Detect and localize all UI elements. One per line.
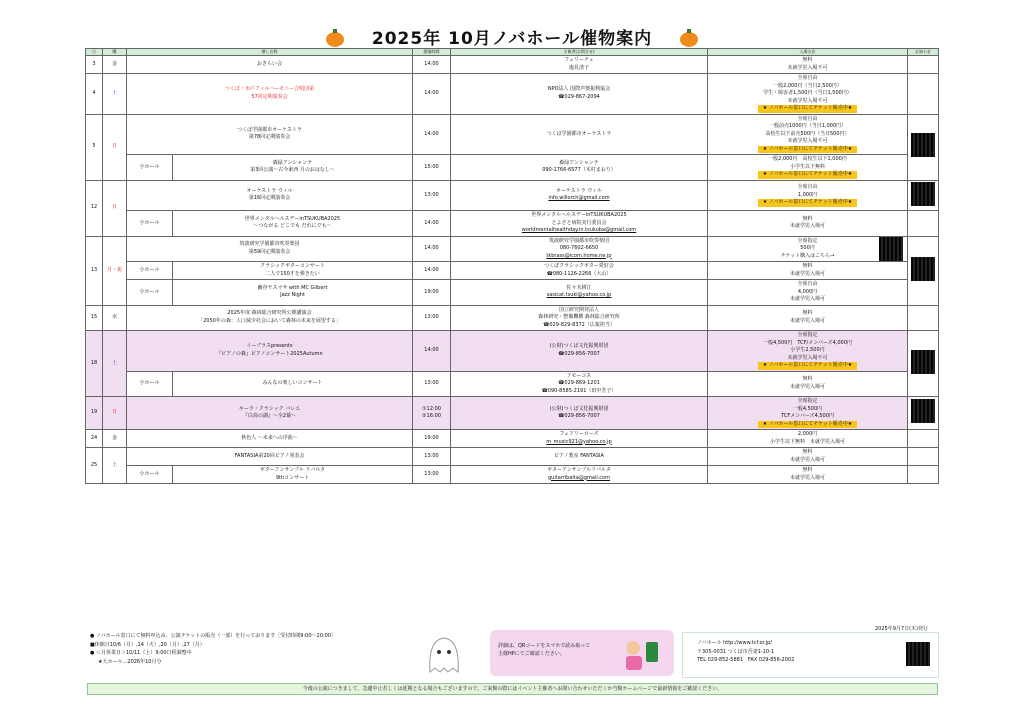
text-line: 一般4,500円 TCF/メンバーズ4,000円 (763, 339, 852, 346)
organizer-cell (451, 466, 708, 484)
text-line: 2025年度 森林総合研究所公開講演会 (227, 310, 312, 317)
organizer-cell (451, 56, 708, 74)
event-name-cell (173, 211, 413, 237)
text-line: 57回定期演奏会 (251, 93, 288, 100)
time-cell (413, 466, 451, 484)
organizer-line: ☎029-856-7007 (558, 413, 600, 419)
table-row (86, 430, 939, 448)
note-line: ● ノバホール窓口にて無料申込み、公演チケットの販売（一部）を行っております［受付時間9:00～20:00］ (90, 633, 336, 639)
organizer-cell (451, 331, 708, 372)
day-cell: 19 (86, 397, 103, 430)
organizer-line: ☎029-869-1201 (558, 380, 600, 386)
weekday-cell: 金 (103, 430, 127, 448)
organizer-line: 国立研究開発法人 (558, 306, 599, 313)
text-line: 無料 (802, 215, 813, 222)
text-line: クラシックギターコンサート (260, 263, 325, 269)
hall-address: 〒305-0031 つくば市吾妻1-10-1 (697, 648, 774, 655)
page-title (0, 24, 1024, 49)
hall-cell: 小ホール (127, 262, 173, 280)
organizer-line: ☎080-1126-2266（大山） (546, 270, 612, 277)
ticket-tag-label: ★ ノバホール窓口にてチケット販売中★ (758, 105, 858, 113)
text-line: 無料 (802, 376, 813, 383)
table-row (86, 211, 939, 237)
time-cell (413, 430, 451, 448)
qr-cell (908, 211, 939, 237)
issue-date: 2025年9月7日(木)発行 (875, 626, 928, 632)
text-line: 筑波研究学園都市吹奏楽団 (239, 241, 300, 248)
text-line: 一般4,500円 (792, 405, 823, 412)
event-name-cell (127, 305, 413, 331)
event-name-cell (127, 430, 413, 448)
text-line: 2,000円 (797, 431, 818, 437)
header-time: 開演時間 (413, 49, 451, 56)
text-line: 19:00 (424, 288, 439, 295)
time-cell (413, 236, 451, 262)
table-row (86, 371, 939, 397)
header-notice: お知らせ (908, 49, 939, 56)
time-cell (413, 114, 451, 155)
qr-instruction-box (490, 630, 674, 676)
text-line: つくば・水戸フィルハーモニー合唱団第 (224, 86, 315, 93)
entry-cell (708, 280, 908, 306)
organizer-cell (451, 180, 708, 211)
organizer-line: フェリーチェ (564, 57, 594, 63)
time-cell (413, 262, 451, 280)
event-name-cell (173, 466, 413, 484)
entry-cell (708, 397, 908, 430)
day-cell: 12 (86, 180, 103, 236)
note-line: ■休館日10/6（月）,14（火）,20（月）,27（月） (90, 641, 205, 648)
text-line: 二人で150才を弾きたい (265, 270, 320, 277)
time-cell (413, 305, 451, 331)
time-cell (413, 331, 451, 372)
text-line: 第59回定期演奏会 (248, 248, 291, 255)
hall-url[interactable]: ノバホール http://www.tcf.or.jp/ (697, 640, 772, 646)
weekday-cell: 月・祝 (103, 236, 127, 305)
entry-cell (708, 211, 908, 237)
organizer-line: つくばクラシックギター愛好会 (544, 263, 614, 269)
footer-warning: 今後の公演につきまして、急遽中止若しくは延期となる場合もございますので、ご来館の際にはイベント主催者へお問い合わせいただくか当館ホームページで最新情報をご確認ください。 (87, 683, 938, 695)
organizer-cell (451, 211, 708, 237)
qr-cell (908, 305, 939, 331)
qr-code-icon[interactable] (911, 182, 935, 206)
text-line: 14:00 (424, 219, 439, 226)
qr-cell (908, 236, 939, 305)
text-line: キーウ・クラシック バレエ (238, 405, 301, 412)
table-row (86, 114, 939, 155)
table-row (86, 448, 939, 466)
qr-cell (908, 466, 939, 484)
organizer-cell (451, 155, 708, 181)
time-cell (413, 280, 451, 306)
qr-code-icon[interactable] (879, 237, 903, 261)
text-line: 全席指定 (797, 332, 818, 338)
text-line: 無料 (802, 310, 813, 317)
organizer-line: ☎029-867-2094 (558, 93, 600, 100)
text-line: つくば学園都市オーケストラ (237, 126, 302, 133)
event-name-cell (127, 74, 413, 115)
text-line: イーブラスpresents (246, 343, 293, 350)
ticket-tag (710, 199, 905, 207)
time-cell (413, 180, 451, 211)
qr-cell (908, 397, 939, 430)
text-line: 高校生以下前売500円（当日500円） (765, 130, 850, 137)
text-line: 『白鳥の湖』～全2幕～ (242, 413, 297, 419)
text-line: ②16:00 (422, 413, 441, 419)
organizer-line: (公財)つくば文化振興財団 (549, 405, 609, 412)
organizer-line: 筑波研究学園都市吹奏楽団 (548, 237, 609, 244)
text-line: 未就学児入場不可 (787, 64, 828, 71)
text-line: おきらい会 (256, 60, 282, 67)
time-cell (413, 371, 451, 397)
qr-cell (908, 74, 939, 115)
text-line: 未就学児入場不可 (787, 97, 828, 104)
text-line: 未就学児入場不可 (787, 138, 828, 144)
text-line: 13:00 (424, 380, 439, 386)
ticket-tag-label: ★ ノバホール窓口にてチケット販売中★ (758, 171, 858, 179)
entry-cell (708, 305, 908, 331)
entry-cell (708, 262, 908, 280)
text-line: 未就学児入場可 (789, 383, 825, 390)
text-line: 「2050年の森：人口減少社会において森林の未来を展望する」 (198, 317, 341, 324)
organizer-line: ギターアンサンブルリバルタ (547, 467, 611, 473)
organizer-line[interactable]: info.willorch@gmail.com (548, 195, 610, 202)
event-name-cell (173, 280, 413, 306)
day-cell: 5 (86, 114, 103, 180)
time-cell (413, 448, 451, 466)
note-line: ★大ホール…2026年10月分 (98, 658, 162, 665)
text-line: 無料 (802, 467, 813, 473)
text-line: 全席自由 (797, 115, 818, 122)
qr-code-icon[interactable] (911, 133, 935, 157)
text-line: 19:00 (424, 434, 439, 441)
text-line: 500円 (800, 245, 815, 251)
ghost-icon (420, 632, 468, 676)
qr-note-line: 主催HPにてご確認ください。 (498, 651, 565, 657)
text-line: FANTASIA第20回ピアノ発表会 (234, 452, 305, 459)
table-row (86, 262, 939, 280)
text-line: 第16回定期演奏会 (248, 195, 291, 202)
event-name-cell (127, 397, 413, 430)
weekday-cell: 土 (103, 448, 127, 484)
ticket-tag (710, 146, 905, 154)
header-day: 日 (86, 49, 103, 56)
day-cell: 25 (86, 448, 103, 484)
table-row (86, 74, 939, 115)
text-line: ギターアンサンブル リバルタ (259, 467, 326, 473)
pumpkin-icon (326, 32, 344, 47)
text-line: オーケストラ ウィル (246, 187, 293, 194)
time-cell (413, 397, 451, 430)
text-line: 一般前売1000円（当日1,000円） (768, 123, 847, 129)
organizer-line: NPO法人 国際声楽振興協会 (547, 86, 611, 93)
ticket-tag-label: ★ ノバホール窓口にてチケット販売中★ (758, 199, 858, 207)
qr-code-icon[interactable] (911, 257, 935, 281)
qr-cell (908, 56, 939, 74)
ticket-tag (710, 105, 905, 113)
qr-cell (908, 180, 939, 211)
text-line: 14:00 (424, 60, 439, 67)
organizer-cell (451, 305, 708, 331)
day-cell: 3 (86, 56, 103, 74)
text-line: 全席指定 (797, 237, 818, 244)
text-line: 小学生以下無料 (789, 163, 825, 170)
qr-code-icon[interactable] (906, 642, 930, 666)
organizer-line: 090-1766-6577（木村まおり） (542, 167, 616, 174)
weekday-cell: 水 (103, 305, 127, 331)
table-row (86, 305, 939, 331)
entry-cell (708, 371, 908, 397)
entry-cell (708, 466, 908, 484)
organizer-line: とよさと病院実行委員会 (551, 219, 607, 226)
text-line: Jazz Night (280, 292, 305, 299)
text-line: 未就学児入場可 (789, 223, 825, 230)
table-row (86, 397, 939, 430)
entry-cell (708, 236, 908, 262)
text-line: 無料 (802, 263, 813, 269)
text-line: 13:00 (424, 191, 439, 198)
text-line: 13:00 (424, 314, 439, 320)
entry-cell (708, 114, 908, 155)
text-line: 14:00 (424, 245, 439, 251)
table-row (86, 155, 939, 181)
organizer-line: 森緑アンシャンテ (559, 159, 599, 166)
organizer-line: 佐々木耕江 (566, 284, 592, 291)
organizer-line[interactable]: worldmentalhealthday.in.tsukuba@gmail.com (521, 227, 637, 233)
weekday-cell: 日 (103, 397, 127, 430)
day-cell: 18 (86, 331, 103, 397)
ticket-tag-label: ★ ノバホール窓口にてチケット販売中★ (758, 421, 858, 429)
weekday-cell: 日 (103, 114, 127, 180)
text-line: TCFメンバーズ4,500円 (781, 413, 834, 419)
qr-cell (908, 331, 939, 397)
time-cell (413, 56, 451, 74)
text-line: みんなの楽しいコンサート (262, 380, 323, 386)
hall-cell: 小ホール (127, 211, 173, 237)
organizer-line: ☎029-829-8372（広報担当） (543, 321, 615, 328)
table-row (86, 56, 939, 74)
qr-cell (908, 448, 939, 466)
organizer-line: つくば学園都市オーケストラ (546, 130, 612, 137)
day-cell: 24 (86, 430, 103, 448)
weekday-cell: 土 (103, 74, 127, 115)
text-line: 全席自由 (797, 281, 818, 287)
table-row (86, 331, 939, 372)
footer-notes (90, 632, 470, 666)
event-name-cell (173, 262, 413, 280)
organizer-line[interactable]: guitarribalta@gmail.com (548, 474, 610, 481)
time-cell (413, 155, 451, 181)
text-line: 世界メンタルヘルスデーinTSUKUBA2025 (244, 215, 341, 222)
text-line: 一般2,000円（当日2,500円） (773, 82, 842, 89)
pumpkin-icon (680, 32, 698, 47)
organizer-cell (451, 236, 708, 262)
organizer-cell (451, 114, 708, 155)
header-dow: 曜 (103, 49, 127, 56)
ticket-tag (710, 421, 905, 429)
hall-phone: TEL 029-852-5881 FAX 029-856-2002 (697, 657, 795, 663)
event-name-cell (127, 331, 413, 372)
header-event: 催し名称 (127, 49, 413, 56)
text-line: 秋色人 ～未来への序曲～ (241, 434, 298, 441)
table-row (86, 466, 939, 484)
event-name-cell (127, 180, 413, 211)
entry-cell (708, 448, 908, 466)
text-line: ～つながる どこでも だれにでも～ (253, 223, 332, 230)
event-name-cell (127, 114, 413, 155)
organizer-cell (451, 430, 708, 448)
qr-note-line: 詳細は、QRコードをスマホで読み取って (498, 643, 591, 649)
text-line: 小学生以下無料 未就学児入場可 (769, 438, 845, 445)
text-line: 未就学児入場可 (789, 474, 825, 481)
text-line: 全席自由 (797, 184, 818, 190)
time-cell (413, 211, 451, 237)
event-name-cell (173, 371, 413, 397)
organizer-line: 世界メンタルヘルスデーinTSUKUBA2025 (531, 212, 627, 218)
text-line: 全席指定 (797, 398, 818, 404)
qr-code-icon[interactable] (911, 350, 935, 374)
organizer-line[interactable]: tkbrass@icom.home.ne.jp (546, 252, 612, 259)
table-header-row (86, 49, 939, 56)
ticket-tag-label: ★ ノバホール窓口にてチケット販売中★ (758, 362, 858, 370)
text-line: 全席自由 (797, 75, 818, 81)
day-cell: 4 (86, 74, 103, 115)
entry-cell (708, 155, 908, 181)
header-entry: 入場方法 (708, 49, 908, 56)
weekday-cell: 金 (103, 56, 127, 74)
event-name-cell (127, 56, 413, 74)
table-row (86, 236, 939, 262)
text-line: チケット購入はこちら→ (780, 252, 835, 259)
note-line: ● ＜月休業日＞10/11（土）9:00日程調整中 (90, 650, 192, 656)
event-schedule-table (85, 48, 939, 484)
text-line: 第3回公演～古今東西 月のおはなし～ (250, 167, 335, 174)
table-row (86, 280, 939, 306)
entry-cell (708, 331, 908, 372)
text-line: 14:00 (424, 266, 439, 273)
text-line: 4,000円 (797, 288, 818, 295)
text-line: 13:00 (424, 470, 439, 477)
hall-cell: 小ホール (127, 371, 173, 397)
organizer-cell (451, 448, 708, 466)
organizer-cell (451, 280, 708, 306)
entry-cell (708, 56, 908, 74)
organizer-line: 塩見清子 (568, 64, 589, 71)
organizer-line: 森林研究・整備機構 森林総合研究所 (538, 314, 620, 320)
hall-cell: 小ホール (127, 155, 173, 181)
text-line: 1,000円 (797, 191, 818, 198)
qr-cell (908, 430, 939, 448)
text-line: 小学生2,500円 (790, 347, 825, 353)
text-line: 9thコンサート (275, 474, 310, 481)
day-cell: 13 (86, 236, 103, 305)
table-row (86, 180, 939, 211)
event-name-cell (127, 448, 413, 466)
text-line: 無料 (802, 449, 813, 455)
event-name-cell (127, 236, 413, 262)
organizer-cell (451, 397, 708, 430)
text-line: 『ピアノの森』ピアノコンサート2025Autumn (216, 350, 323, 357)
text-line: 学生・障害者1,500円（当日1,500円） (763, 90, 852, 96)
entry-cell (708, 180, 908, 211)
organizer-line: 080-7602-6650 (559, 245, 599, 251)
organizer-line: オーケストラ ウィル (555, 187, 603, 194)
hall-cell: 小ホール (127, 280, 173, 306)
text-line: 14:00 (424, 90, 439, 96)
text-line: 13:00 (424, 452, 439, 459)
text-line: 第78回定期演奏会 (248, 134, 291, 141)
text-line: 14:00 (424, 130, 439, 137)
text-line: 14:00 (424, 347, 439, 353)
text-line: 幽谷ヤスマサ with MC Gilbert (257, 284, 328, 291)
organizer-line: ☎090-8585-2191（田中芳子） (541, 387, 617, 394)
text-line: 無料 (802, 57, 813, 63)
text-line: ①12:00 (422, 405, 441, 412)
organizer-line: ピアノ教室 FANTASIA (554, 452, 604, 459)
text-line: 一般2,000円 高校生以下1,000円 (768, 156, 847, 162)
organizer-line: フェアリーローズ (559, 431, 599, 437)
day-cell: 15 (86, 305, 103, 331)
ticket-tag-label: ★ ノバホール窓口にてチケット販売中★ (758, 146, 858, 154)
organizer-line: アモーコス (566, 372, 592, 379)
hall-cell: 小ホール (127, 466, 173, 484)
qr-cell (908, 114, 939, 180)
title-text: 2025年 10月ノバホール催物案内 (371, 29, 653, 49)
time-cell (413, 74, 451, 115)
ticket-tag (710, 171, 905, 179)
smartphone-icon (618, 636, 662, 670)
weekday-cell: 土 (103, 331, 127, 397)
text-line: 未就学児入場不可 (787, 354, 828, 361)
ticket-tag (710, 362, 905, 370)
organizer-line: (公財)つくば文化振興財団 (549, 343, 609, 350)
text-line: 未就学児入場可 (789, 456, 825, 463)
hall-info-box (682, 632, 939, 678)
organizer-line[interactable]: sasicat.tsuki@yahoo.co.jp (546, 292, 612, 299)
text-line: 未就学児入場可 (789, 317, 825, 324)
qr-code-icon[interactable] (911, 399, 935, 423)
event-name-cell (173, 155, 413, 181)
organizer-line: ☎029-856-7007 (558, 350, 600, 357)
organizer-cell (451, 262, 708, 280)
text-line: 未就学児入場可 (789, 270, 825, 277)
header-organizer: 主催者(お問合せ) (451, 49, 708, 56)
text-line: 15:00 (424, 163, 439, 170)
text-line: 森緑アンシャンテ (272, 159, 313, 166)
text-line: 未就学児入場可 (789, 296, 825, 302)
weekday-cell: 日 (103, 180, 127, 236)
organizer-line[interactable]: m_music921@yahoo.co.jp (546, 438, 612, 445)
entry-cell (708, 430, 908, 448)
organizer-cell (451, 371, 708, 397)
organizer-cell (451, 74, 708, 115)
entry-cell (708, 74, 908, 115)
